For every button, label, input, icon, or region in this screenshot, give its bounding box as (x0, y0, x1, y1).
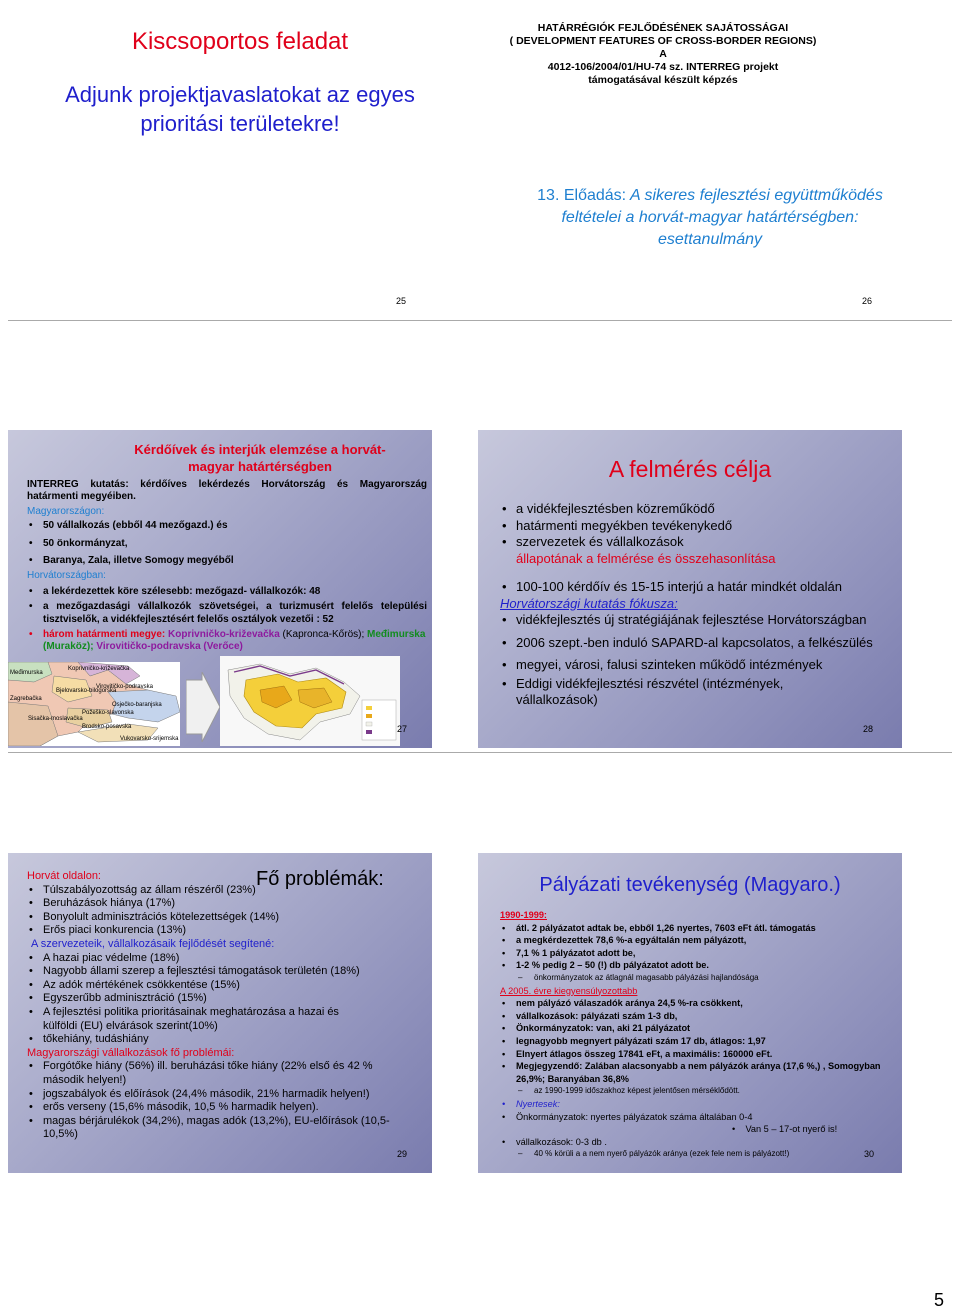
hu-problem-item: • Forgótőke hiány (56%) ill. beruházási tőke hiány (22% első és 42 % második helyen!) (27, 1060, 413, 1087)
slide-29-content (27, 870, 412, 1142)
hu-problems (27, 1060, 412, 1142)
header-line-2: ( DEVELOPMENT FEATURES OF CROSS-BORDER REGIONS) (509, 35, 817, 47)
hu-item: • Baranya, Zala, illetve Somogy megyéből (27, 555, 427, 567)
hr-heading: Horvátországban: (27, 570, 106, 582)
map-label: Brodsko-posavska (82, 724, 132, 730)
hu-problem-item: • erős verseny (15,6% második, 10,5 % harmadik helyen). (27, 1101, 412, 1115)
map-label: Koprivničko-križevačka (68, 666, 130, 672)
goal-item: • a vidékfejlesztésben közreműködő (500, 501, 885, 518)
hr-item: • a lekérdezettek köre szélesebb: mezőgazd- vállalkozók: 48 (27, 586, 427, 598)
county-3: Virovitičko-podravska (Verőce) (96, 641, 243, 653)
interreg-text: INTERREG kutatás: kérdőíves lekérdezés Horvátország és Magyarország határmenti megyéiben. (27, 479, 427, 503)
help-item: • A hazai piac védelme (18%) (27, 952, 412, 966)
slide-28-title: A felmérés célja (608, 456, 772, 482)
help-item: • A fejlesztési politika prioritásainak meghatározása a hazai és külföldi (EU) elvárások szerint(10%) (27, 1006, 373, 1033)
hu-list (27, 520, 427, 567)
map-label: Međimurska (10, 670, 43, 676)
period-2-note: – az 1990-1999 időszakhoz képest jelentősen mérséklődött. (500, 1085, 890, 1098)
counties-line (27, 629, 427, 654)
companies-note: – 40 % körüli a a nem nyerő pályázók aránya (ezek fele nem is pályázott!) (500, 1148, 890, 1161)
slide-30-title: Pályázati tevékenység (Magyaro.) (539, 874, 841, 896)
help-item: • Nagyobb állami szerep a fejlesztési támogatások területén (18%) (27, 965, 412, 979)
slide-25-body: Adjunk projektjavaslatokat az egyes prioritási területekre! (65, 82, 415, 136)
slide-25-title: Kiscsoportos feladat (131, 28, 349, 55)
map-label: Zagrebačka (10, 696, 42, 702)
goal-list (500, 501, 885, 551)
lecture-prefix: 13. Előadás: (537, 187, 627, 204)
lecture-title: A sikeres fejlesztési együttműködés feltételei a horvát-magyar határtérségben: esettanulmány (561, 187, 883, 248)
map-label: Osječko-baranjska (112, 702, 162, 708)
help-item: • Egyszerűbb adminisztráció (15%) (27, 992, 412, 1006)
slide-26-lecture (520, 185, 900, 251)
page-number: 5 (934, 1290, 945, 1310)
croatia-counties-map (8, 662, 180, 746)
hu-problem-item: • magas bérjárulékok (34,2%), magas adók (13,2%), EU-előírások (10,5-10,5%) (27, 1115, 398, 1142)
focus-list (500, 612, 885, 709)
header-line-3: A (659, 48, 667, 60)
header-line-1: HATÁRRÉGIÓK FEJLŐDÉSÉNEK SAJÁTOSSÁGAI (537, 22, 789, 34)
period-1-item: • a megkérdezettek 78,6 %-a egyáltalán nem pályázott, (500, 934, 890, 947)
county-1: Koprivničko-križevačka (168, 629, 280, 641)
county-2: Međimurska (Muraköz); (43, 629, 426, 653)
border-region-map (220, 656, 400, 746)
map-2-shapes (220, 656, 400, 746)
header-line-4: 4012-106/2004/01/HU-74 sz. INTERREG projekt (547, 61, 779, 73)
hr-item: • a mezőgazdasági vállalkozók szövetségei, a turizmusért felelős települési tisztviselők, a vidékfejlesztésért felelős osztályok vezetői : 52 (27, 601, 427, 626)
hu-heading: Magyarországi vállalkozások fő problémái: (27, 1046, 235, 1059)
winners-extra-text: Van 5 – 17-ot nyerő is! (745, 1124, 838, 1135)
county-1-hu: (Kapronca-Kőrös); (282, 629, 365, 641)
slide-26-header (478, 22, 848, 87)
period-2-item: • Elnyert átlagos összeg 17841 eFt, a maximális: 160000 eFt. (500, 1048, 890, 1061)
winners-list (500, 1098, 890, 1123)
separator-1 (8, 320, 952, 321)
period-1-note: – önkormányzatok az átlagnál magasabb pályázási hajlandósága (500, 972, 890, 985)
period-2-item: • Önkormányzatok: van, aki 21 pályázatot (500, 1022, 890, 1035)
hr-list (27, 586, 427, 626)
slide-27-number: 27 (397, 724, 408, 734)
goal-item: • határmenti megyékben tevékenykedő (500, 518, 885, 535)
winners-heading: • Nyertesek: (500, 1098, 890, 1111)
problem-item: • Erős piaci konkurencia (13%) (27, 924, 412, 938)
slide-25-number: 25 (396, 296, 407, 306)
map-label: Sisačka-moslavačka (28, 716, 83, 722)
goal-highlight: állapotának a felmérése és összehasonlítása (516, 550, 776, 566)
slide-30-content (500, 909, 890, 1161)
arrow-right-icon (186, 672, 220, 742)
period-1-list (500, 922, 890, 972)
period-2-list (500, 997, 890, 1085)
period-2-item: • Megjegyzendő: Zalában alacsonyabb a nem pályázók aránya (17,6 %,) , Somogyban 26,9%; Baranyában 36,8% (500, 1060, 886, 1085)
slide-27-title: Kérdőívek és interjúk elemzése a horvát-magyar határtérségben (134, 442, 386, 474)
period-2-item: • nem pályázó válaszadók aránya 24,5 %-ra csökkent, (500, 997, 890, 1010)
hu-item: • 50 vállalkozás (ebből 44 mezőgazd.) és (27, 520, 427, 532)
map-label: Vukovarsko-srijemska (120, 736, 179, 742)
companies-item: • vállalkozások: 0-3 db . (500, 1136, 890, 1149)
focus-item: • 2006 szept.-ben induló SAPARD-al kapcsolatos, a felkészülés (500, 635, 885, 652)
period-1-item: • 1-2 % pedig 2 – 50 (!) db pályázatot adott be. (500, 959, 890, 972)
period-2: A 2005. évre kiegyensúlyozottabb (500, 985, 638, 996)
hr-heading-2: A szervezeteik, vállalkozásaik fejlődését segítené: (31, 937, 275, 950)
winners-extra (500, 1123, 890, 1136)
companies-list (500, 1136, 890, 1149)
problem-item: • Bonyolult adminisztrációs kötelezettségek (14%) (27, 911, 412, 925)
hr-helps (27, 952, 412, 1047)
survey-list (500, 579, 885, 596)
period-1-item: • átl. 2 pályázatot adtak be, ebből 1,26 nyertes, 7603 eFt átl. támogatás (500, 922, 890, 935)
hr-heading: Horvát oldalon: (27, 870, 101, 882)
focus-item: • Eddigi vidékfejlesztési részvétel (intézmények, vállalkozások) (500, 676, 816, 709)
hu-item: • 50 önkormányzat, (27, 538, 427, 550)
slide-27-content (27, 479, 427, 654)
slide-26-number: 26 (862, 296, 873, 306)
map-label: Virovitičko-podravska (96, 684, 153, 690)
help-item: • Az adók mértékének csökkentése (15%) (27, 979, 412, 993)
period-2-item: • legnagyobb megnyert pályázati szám 17 db, átlagos: 1,97 (500, 1035, 890, 1048)
header-line-5: támogatásával készült képzés (588, 74, 738, 86)
period-1: 1990-1999: (500, 910, 547, 920)
focus-heading: Horvátországi kutatás fókusza: (500, 595, 678, 611)
goal-item: • szervezetek és vállalkozások (500, 534, 885, 551)
winners-item: • Önkormányzatok: nyertes pályázatok száma általában 0-4 (500, 1111, 890, 1124)
survey-item: • 100-100 kérdőív és 15-15 interjú a határ mindkét oldalán (500, 579, 885, 596)
slide-28-number: 28 (863, 724, 874, 734)
hu-problem-item: • jogszabályok és előírások (24,4% második, 21% harmadik helyen!) (27, 1088, 412, 1102)
slide-30-number: 30 (864, 1149, 875, 1159)
bullet-dot: • (732, 1124, 736, 1135)
slide-28-content (500, 501, 885, 709)
problem-item: • Túlszabályozottság az állam részéről (23%) (27, 884, 412, 898)
three-counties-label: három határmenti megye: (43, 629, 166, 641)
hr-problems (27, 884, 412, 938)
focus-item: • vidékfejlesztés új stratégiájának fejlesztése Horvátországban (500, 612, 885, 629)
period-1-item: • 7,1 % 1 pályázatot adott be, (500, 947, 890, 960)
focus-item: • megyei, városi, falusi szinteken működő intézmények (500, 657, 885, 674)
slide-29-title: Fő problémák: (256, 868, 384, 890)
map-label: Bjelovarsko-bilogorska (56, 688, 117, 694)
help-item: • tőkehiány, tudáshiány (27, 1033, 412, 1047)
problem-item: • Beruházások hiánya (17%) (27, 897, 412, 911)
map-label: Požeško-slavonska (82, 710, 134, 716)
slide-29-number: 29 (397, 1149, 408, 1159)
separator-2 (8, 752, 952, 753)
period-2-item: • vállalkozások: pályázati szám 1-3 db, (500, 1010, 890, 1023)
hu-heading: Magyarországon: (27, 505, 105, 517)
